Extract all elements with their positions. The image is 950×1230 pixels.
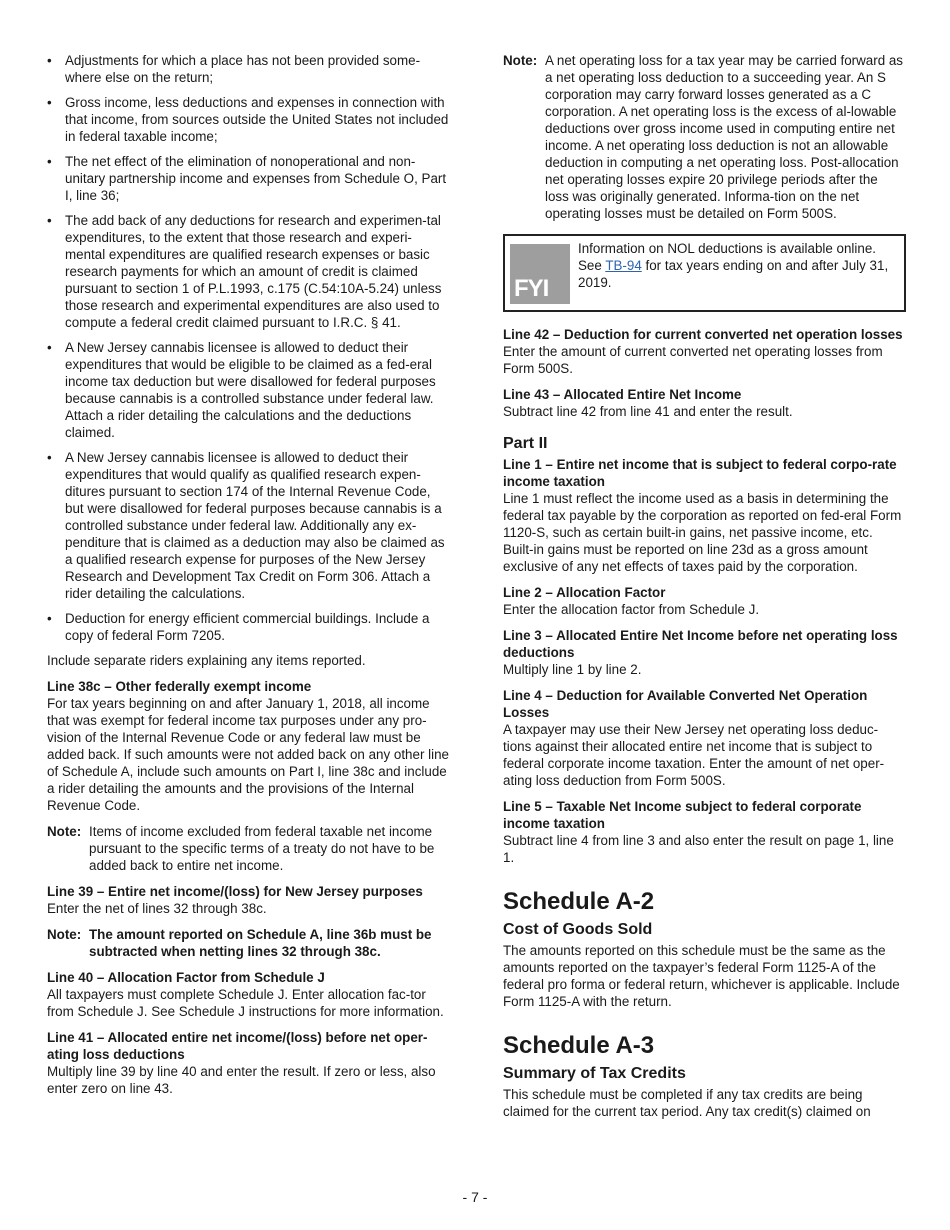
part2-line-2-heading: Line 2 – Allocation Factor — [503, 585, 666, 600]
list-item: • A New Jersey cannabis licensee is allowed to deduct their expenditures that would be eligible to be claimed as a fed-eral income tax deduction but were disallowed for federal purposes because cannabis is a controlled substance under federal law. Attach a rider detailing the calculations and the deductions claimed. — [47, 340, 436, 440]
note-label: Note: — [47, 824, 82, 839]
line-40-text: All taxpayers must complete Schedule J. Enter allocation fac-tor from Schedule J. See Schedule J instructions for more information. — [47, 987, 444, 1019]
part2-line-5-section — [503, 798, 905, 866]
part-2-heading: Part II — [503, 435, 548, 452]
tb-94-link[interactable]: TB-94 — [605, 258, 642, 273]
bullet-list — [47, 52, 449, 644]
list-item: • The add back of any deductions for research and experimen-tal expenditures, to the extent that those research and experi-mental expenditures are qualified research expenses or basic research payments for which an amount of credit is claimed pursuant to section 1 of P.L.1993, c.175 (C.54:10A-5.24) unless those research and experimental expenditures are also used to compute a federal credit claimed pursuant to I.R.C. § 41. — [47, 213, 442, 330]
fyi-box — [503, 234, 906, 312]
part2-line-1-heading: Line 1 – Entire net income that is subject to federal corpo-rate income taxation — [503, 457, 897, 489]
fyi-text: Information on NOL deductions is available online. See TB-94 for tax years ending on and after July 31, 2019. — [578, 241, 889, 290]
list-item: • The net effect of the elimination of nonoperational and non-unitary partnership income and expenses from Schedule O, Part I, line 36; — [47, 154, 447, 203]
part2-line-5-heading: Line 5 – Taxable Net Income subject to federal corporate income taxation — [503, 799, 862, 831]
line-41-section — [47, 1029, 449, 1097]
line-38c-section — [47, 678, 449, 814]
schedule-a3-subtitle: Summary of Tax Credits — [503, 1065, 686, 1082]
list-item: • Gross income, less deductions and expenses in connection with that income, from sources outside the United States not included in federal taxable income; — [47, 95, 449, 144]
riders-text: Include separate riders explaining any items reported. — [47, 653, 366, 668]
part2-line-3-section — [503, 627, 905, 678]
list-item: • Adjustments for which a place has not been provided some-where else on the return; — [47, 53, 421, 85]
left-column — [47, 52, 449, 1106]
schedule-a2-text: The amounts reported on this schedule must be the same as the amounts reported on the taxpayer’s federal Form 1125-A of the federal pro forma or federal return, whichever is applicable. Include Form 1125-A with the return. — [503, 943, 900, 1009]
note-treaty — [47, 823, 449, 874]
line-39-section — [47, 883, 449, 917]
note-label: Note: — [47, 927, 82, 942]
schedule-a2-subtitle: Cost of Goods Sold — [503, 921, 653, 938]
page-number: - 7 - — [462, 1189, 488, 1205]
line-42-text: Enter the amount of current converted net operating losses from Form 500S. — [503, 344, 883, 376]
note-text: Items of income excluded from federal taxable net income pursuant to the specific terms of a treaty do not have to be added back to entire net income. — [89, 824, 435, 873]
note-label: Note: — [503, 53, 538, 68]
part2-line-4-section — [503, 687, 905, 789]
line-40-section — [47, 969, 449, 1020]
line-43-section — [503, 386, 905, 420]
fyi-icon: FYI — [510, 244, 570, 304]
line-40-heading: Line 40 – Allocation Factor from Schedule J — [47, 970, 325, 985]
schedule-a3-text: This schedule must be completed if any tax credits are being claimed for the current tax period. Any tax credit(s) claimed on — [503, 1087, 871, 1119]
part2-line-4-text: A taxpayer may use their New Jersey net operating loss deduc-tions against their allocated entire net income that is subject to federal corporate income taxation. Enter the amount of net oper-ating loss deduction from Form 500S. — [503, 722, 885, 788]
line-38c-heading: Line 38c – Other federally exempt income — [47, 679, 312, 694]
bullet-icon: • — [47, 154, 52, 169]
bullet-icon: • — [47, 450, 52, 465]
line-39-heading: Line 39 – Entire net income/(loss) for New Jersey purposes — [47, 884, 423, 899]
part2-line-2-section — [503, 584, 905, 618]
part2-line-4-heading: Line 4 – Deduction for Available Converted Net Operation Losses — [503, 688, 868, 720]
bullet-icon: • — [47, 53, 52, 68]
line-43-text: Subtract line 42 from line 41 and enter the result. — [503, 404, 793, 419]
schedule-a2-title: Schedule A-2 — [503, 888, 655, 915]
part2-line-1-section — [503, 456, 905, 575]
line-41-heading: Line 41 – Allocated entire net income/(loss) before net oper-ating loss deductions — [47, 1030, 428, 1062]
part2-line-2-text: Enter the allocation factor from Schedule J. — [503, 602, 760, 617]
line-39-text: Enter the net of lines 32 through 38c. — [47, 901, 267, 916]
list-item: • A New Jersey cannabis licensee is allowed to deduct their expenditures that would qualify as qualified research expen-ditures pursuant to section 174 of the Internal Revenue Code, but were disallowed for federal purposes because cannabis is a controlled substance under federal law. Additionally any ex-penditure that is claimed as a deduction may also be claimed as a qualified research expense for purposes of the New Jersey Research and Development Tax Credit on Form 306. Attach a rider detailing the calculations. — [47, 450, 445, 601]
part2-line-3-heading: Line 3 – Allocated Entire Net Income before net operating loss deductions — [503, 628, 898, 660]
line-42-section — [503, 326, 905, 377]
bullet-icon: • — [47, 611, 52, 626]
schedule-a3-title: Schedule A-3 — [503, 1032, 655, 1059]
part2-line-5-text: Subtract line 4 from line 3 and also enter the result on page 1, line 1. — [503, 833, 894, 865]
line-41-text: Multiply line 39 by line 40 and enter the result. If zero or less, also enter zero on line 43. — [47, 1064, 436, 1096]
bullet-icon: • — [47, 95, 52, 110]
note-text: A net operating loss for a tax year may be carried forward as a net operating loss deduction to a succeeding year. An S corporation may carry forward losses generated as a C corporation. A net operating loss is the excess of al-lowable deductions over gross income used in computing entire net income. A net operating loss deduction is not an allowable deduction in computing a net operating loss. Post-allocation net operating losses expire 20 privilege periods after the loss was originally generated. Informa-tion on the net operating losses must be detailed on Form 500S. — [545, 53, 904, 221]
note-nol — [503, 52, 905, 222]
line-38c-text: For tax years beginning on and after January 1, 2018, all income that was exempt for federal income tax purposes under any pro-vision of the Internal Revenue Code or any federal law must be added back. If such amounts were not added back on any other line of Schedule A, include such amounts on Part I, line 38c and include a rider detailing the amounts and the provisions of the Internal Revenue Code. — [47, 696, 449, 813]
note-text: The amount reported on Schedule A, line 36b must be subtracted when netting lines 32 through 38c. — [89, 927, 432, 959]
note-line-36b — [47, 926, 449, 960]
part2-line-1-text: Line 1 must reflect the income used as a basis in determining the federal tax payable by the corporation as reported on fed-eral Form 1120-S, such as certain built-in gains, net passive income, etc. Built-in gains must be reported on line 23d as a gross amount exclusive of any net effects of taxes paid by the corporation. — [503, 491, 902, 574]
line-43-heading: Line 43 – Allocated Entire Net Income — [503, 387, 742, 402]
line-42-heading: Line 42 – Deduction for current converted net operation losses — [503, 327, 903, 342]
list-item: • Deduction for energy efficient commercial buildings. Include a copy of federal Form 7205. — [47, 611, 430, 643]
bullet-icon: • — [47, 340, 52, 355]
bullet-icon: • — [47, 213, 52, 228]
right-column — [503, 52, 905, 1120]
part2-line-3-text: Multiply line 1 by line 2. — [503, 662, 642, 677]
